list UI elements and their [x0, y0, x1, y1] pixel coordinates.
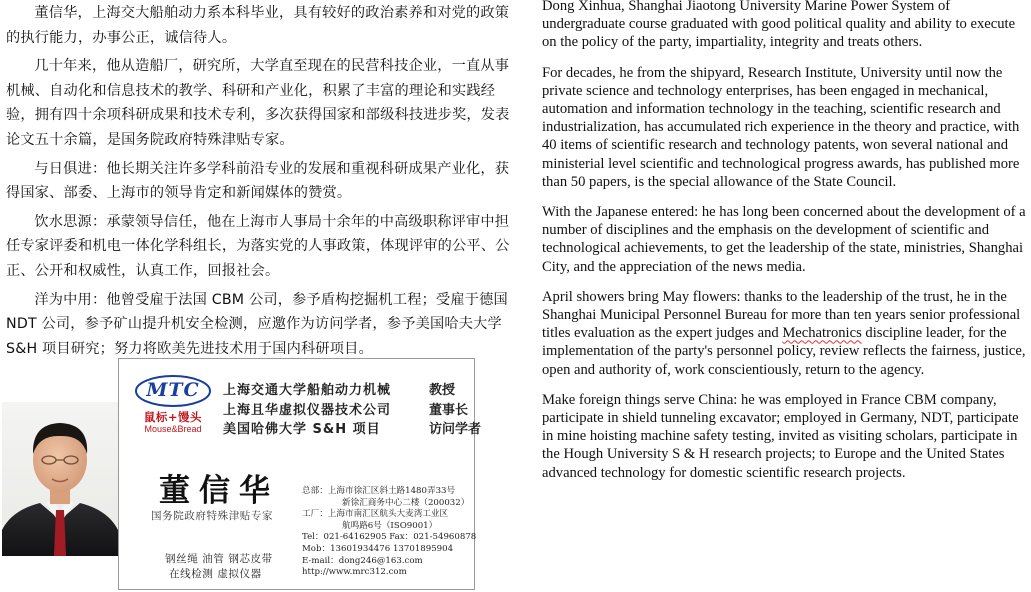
- card-contact-block: [302, 486, 477, 579]
- card-role-3: 访问学者: [429, 422, 482, 437]
- english-text-column: [542, 0, 1028, 494]
- company-logo: [133, 369, 213, 435]
- english-paragraph: With the Japanese entered: he has long been concerned about the development of a number of disciplines and the emphasis on the development of scientific and technological achievements, to get the leadership of the state, ministries, Shanghai City, and the appreciation of the news media.: [542, 204, 1026, 275]
- chinese-paragraph: 几十年来，他从造船厂，研究所，大学直至现在的民营科技企业，一直从事机械、自动化和信息技术的教学、科研和产业化，积累了丰富的理论和实践经验，拥有四十余项科研成果和技术专利，多次获得国家和部级科技进步奖，发表论文五十余篇，是国务院政府特殊津贴专家。: [6, 58, 510, 148]
- english-paragraph: [542, 288, 1028, 379]
- card-org-3: 美国哈佛大学 S&H 项目: [223, 422, 381, 437]
- english-text-run: discipline leader, for the implementation of the party's personnel policy, review reflects the fairness, justice, open and authority of, work conscientiously, return to the agency.: [542, 325, 1026, 378]
- spellcheck-marked-word: Mechatronics: [782, 325, 862, 342]
- logo-mark: MTC: [146, 379, 200, 401]
- business-card: [118, 358, 482, 590]
- english-paragraph: Make foreign things serve China: he was employed in France CBM company, participate in shield tunneling excavator; employed in Germany, NDT, participate in mine hoisting machine safety testing, invited as visiting scholars, participate in the Hough University S & H research projects; to Europe and the United States advanced technology for domestic scientific research projects.: [542, 391, 1019, 481]
- card-role-1: 教授: [429, 383, 456, 398]
- card-person-name: 董信华: [159, 473, 279, 509]
- english-paragraph: Dong Xinhua, Shanghai Jiaotong University Marine Power System of undergraduate course graduated with good political quality and ability to execute on the policy of the party, impartiality, integrity and treats others.: [542, 0, 1016, 51]
- english-text-run: April showers bring May flowers: thanks to the leadership of the trust, he in the Shanghai Municipal Personnel Bureau for more than ten years senior professional titles evaluation as the expert judges and: [542, 288, 1021, 342]
- card-org-1: 上海交通大学船舶动力机械: [223, 383, 392, 398]
- chinese-paragraph: 洋为中用：他曾受雇于法国 CBM 公司，参予盾构挖掘机工程；受雇于德国 NDT 公司，参予矿山提升机安全检测，应邀作为访问学者，参予美国哈夫大学 S&H 项目研究；努力将欧美先进技术用于国内科研项目。: [6, 291, 508, 357]
- card-email-line: E-mail：dong246@163.com: [302, 555, 423, 566]
- chinese-text-column: [0, 0, 520, 365]
- card-subtitle: 国务院政府特殊津贴专家: [151, 510, 274, 522]
- card-address-line: 新徐汇商务中心二楼（200032）: [342, 497, 470, 508]
- portrait-photo: [2, 402, 118, 556]
- card-address-line: 工厂：上海市南汇区航头大麦湾工业区: [302, 509, 449, 520]
- chinese-paragraph: 饮水思源：承蒙领导信任，他在上海市人事局十余年的中高级职称评审中担任专家评委和机电一体化学科组长，为落实党的人事政策，体现评审的公平、公正、公开和权威性，认真工作，回报社会。: [6, 213, 510, 279]
- card-role-2: 董事长: [429, 403, 469, 418]
- logo-chinese: 鼠标+馒头: [143, 410, 203, 424]
- card-mobile-line: Mob：13601934476 13701895904: [302, 543, 454, 554]
- card-phone-line: Tel：021-64162905 Fax：021-54960878: [302, 532, 477, 543]
- chinese-paragraph: 与日俱进：他长期关注许多学科前沿专业的发展和重视科研成果产业化，获得国家、部委、上海市的领导肯定和新闻媒体的赞赏。: [6, 160, 510, 202]
- card-website-line: http://www.mrc312.com: [302, 567, 407, 578]
- card-products-2: 在线检测 虚拟仪器: [169, 568, 262, 580]
- chinese-paragraph: 董信华，上海交大船舶动力系本科毕业，具有较好的政治素养和对党的政策的执行能力，办事公正，诚信待人。: [6, 5, 510, 46]
- portrait-illustration: [2, 402, 118, 556]
- card-org-2: 上海且华虚拟仪器技术公司: [223, 403, 392, 418]
- card-products-1: 钢丝绳 油管 钢芯皮带: [165, 553, 273, 565]
- english-paragraph: For decades, he from the shipyard, Research Institute, University until now the private science and technology enterprises, has been engaged in mechanical, automation and information technology in the teaching, scientific research and industrialization, has accumulated rich experience in the theory and practice, with 40 items of scientific research and technology patents, won several national and ministerial level scientific and technological progress awards, has published more than 50 papers, is the special allowance of the State Council.: [542, 64, 1020, 190]
- card-address-line: 航鸣路6号（ISO9001）: [342, 520, 438, 531]
- card-address-line: 总部：上海市徐汇区斜土路1480弄33号: [302, 486, 456, 496]
- logo-english: Mouse&Bread: [144, 424, 202, 434]
